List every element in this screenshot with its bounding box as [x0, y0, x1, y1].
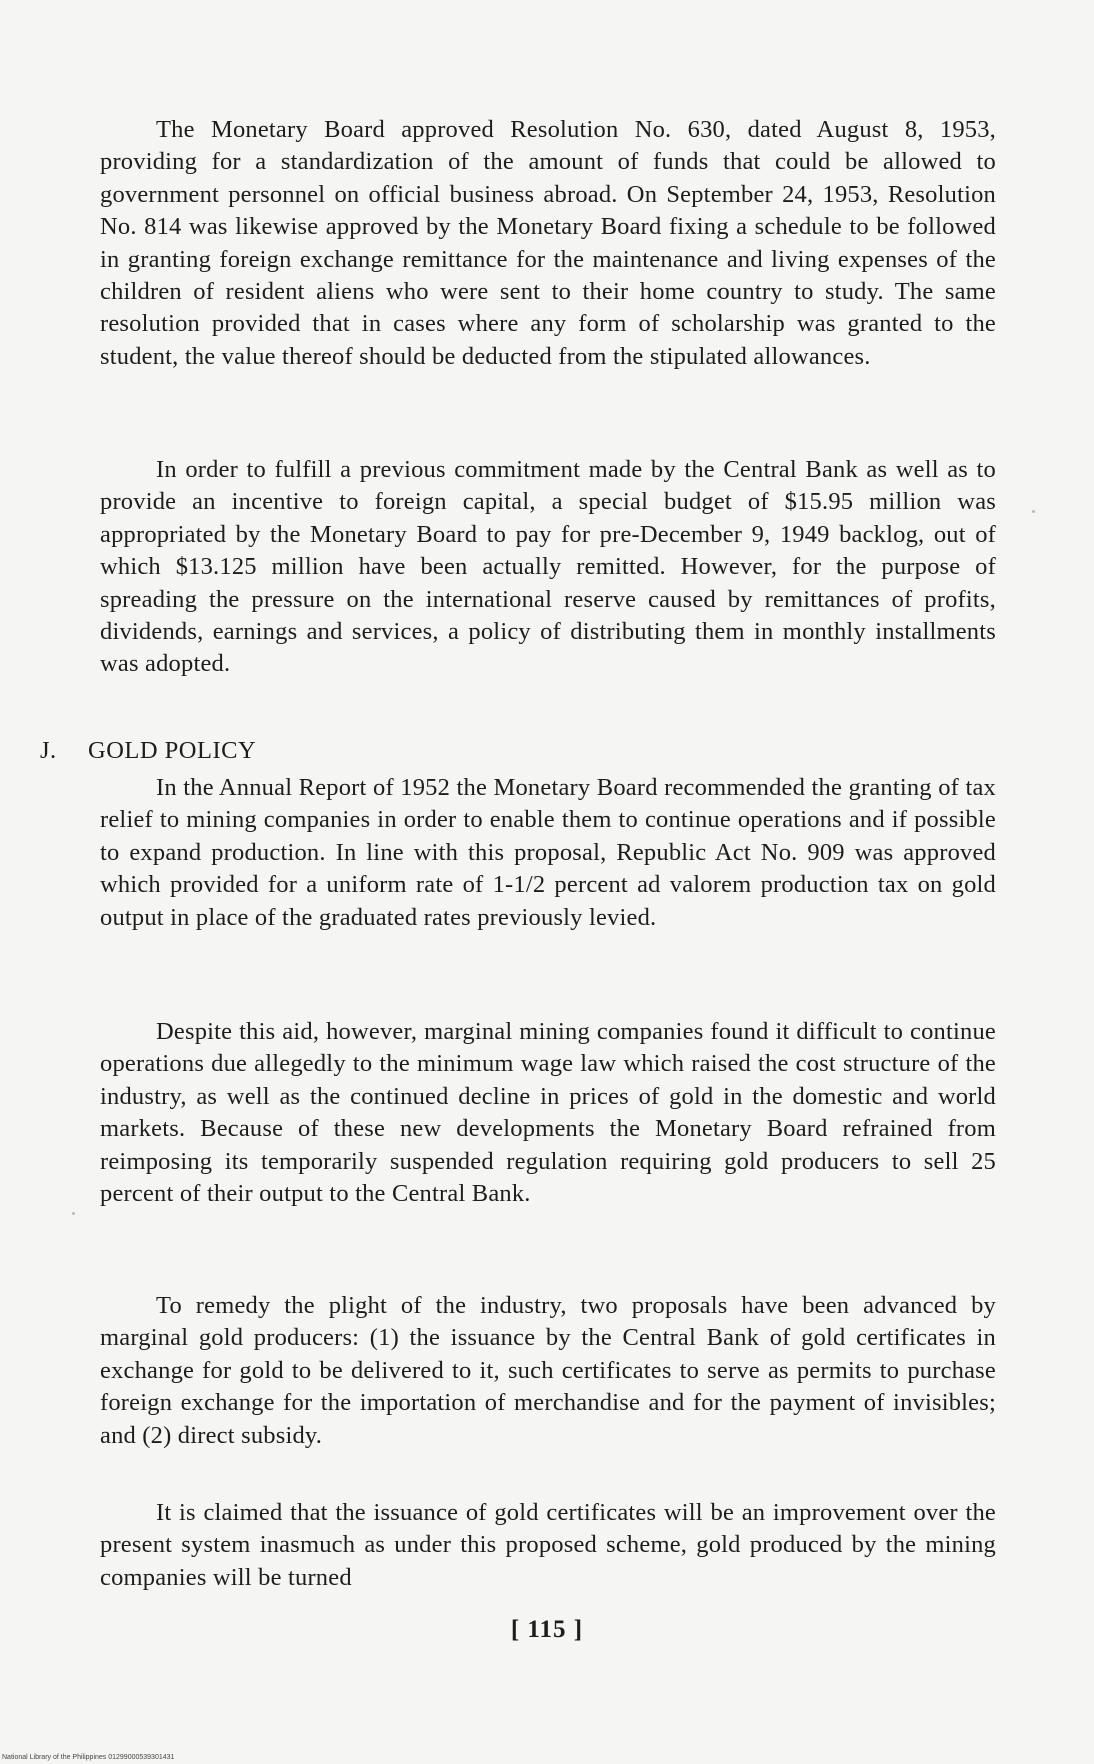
section-letter: J.	[40, 737, 57, 764]
paragraph-marginal-mining: Despite this aid, however, marginal mining companies found it difficult to continue operations due allegedly to the minimum wage law which raised the cost structure of the industry, as well as the continued decline in prices of gold in the domestic and world markets. Because of these new developments the Monetary Board refrained from reimposing its temporarily suspended regulation requiring gold producers to sell 25 percent of their output to the Central Bank.	[100, 1018, 996, 1208]
paragraph-gold-certificates: It is claimed that the issuance of gold certificates will be an improvement over the present system inasmuch as under this proposed scheme, gold produced by the mining companies will be turned	[100, 1499, 996, 1591]
paragraph-resolutions: The Monetary Board approved Resolution No. 630, dated August 8, 1953, providing for a standardization of the amount of funds that could be allowed to government personnel on official business abroad. On September 24, 1953, Resolution No. 814 was likewise approved by the Monetary Board fixing a schedule to be followed in granting foreign exchange remittance for the maintenance and living expenses of the children of resident aliens who were sent to their home country to study. The same resolution provided that in cases where any form of scholarship was granted to the student, the value thereof should be deducted from the stipulated allowances.	[100, 116, 996, 370]
paragraph-tax-relief: In the Annual Report of 1952 the Monetary Board recommended the granting of tax relief to mining companies in order to enable them to continue operations and if possible to expand production. In line with this proposal, Republic Act No. 909 was approved which provided for a uniform rate of 1-1/2 percent ad valorem production tax on gold output in place of the graduated rates previously levied.	[100, 774, 996, 931]
scan-speck	[1032, 510, 1035, 513]
scan-speck	[72, 1212, 75, 1215]
section-heading-gold-policy	[40, 735, 256, 767]
page-number: [ 115 ]	[510, 1616, 584, 1643]
paragraph-special-budget: In order to fulfill a previous commitment made by the Central Bank as well as to provide an incentive to foreign capital, a special budget of $15.95 million was appropriated by the Monetary Board to pay for pre-December 9, 1949 backlog, out of which $13.125 million have been actually remitted. However, for the purpose of spreading the pressure on the international reserve caused by remittances of profits, dividends, earnings and services, a policy of distributing them in monthly installments was adopted.	[100, 456, 996, 678]
section-title: GOLD POLICY	[88, 737, 257, 764]
footer-note: National Library of the Philippines 01299000539301431	[2, 1754, 175, 1761]
paragraph-proposals: To remedy the plight of the industry, two proposals have been advanced by marginal gold producers: (1) the issuance by the Central Bank of gold certificates in exchange for gold to be delivered to it, such certificates to serve as permits to purchase foreign exchange for the importation of merchandise and for the payment of invisibles; and (2) direct subsidy.	[100, 1292, 996, 1449]
